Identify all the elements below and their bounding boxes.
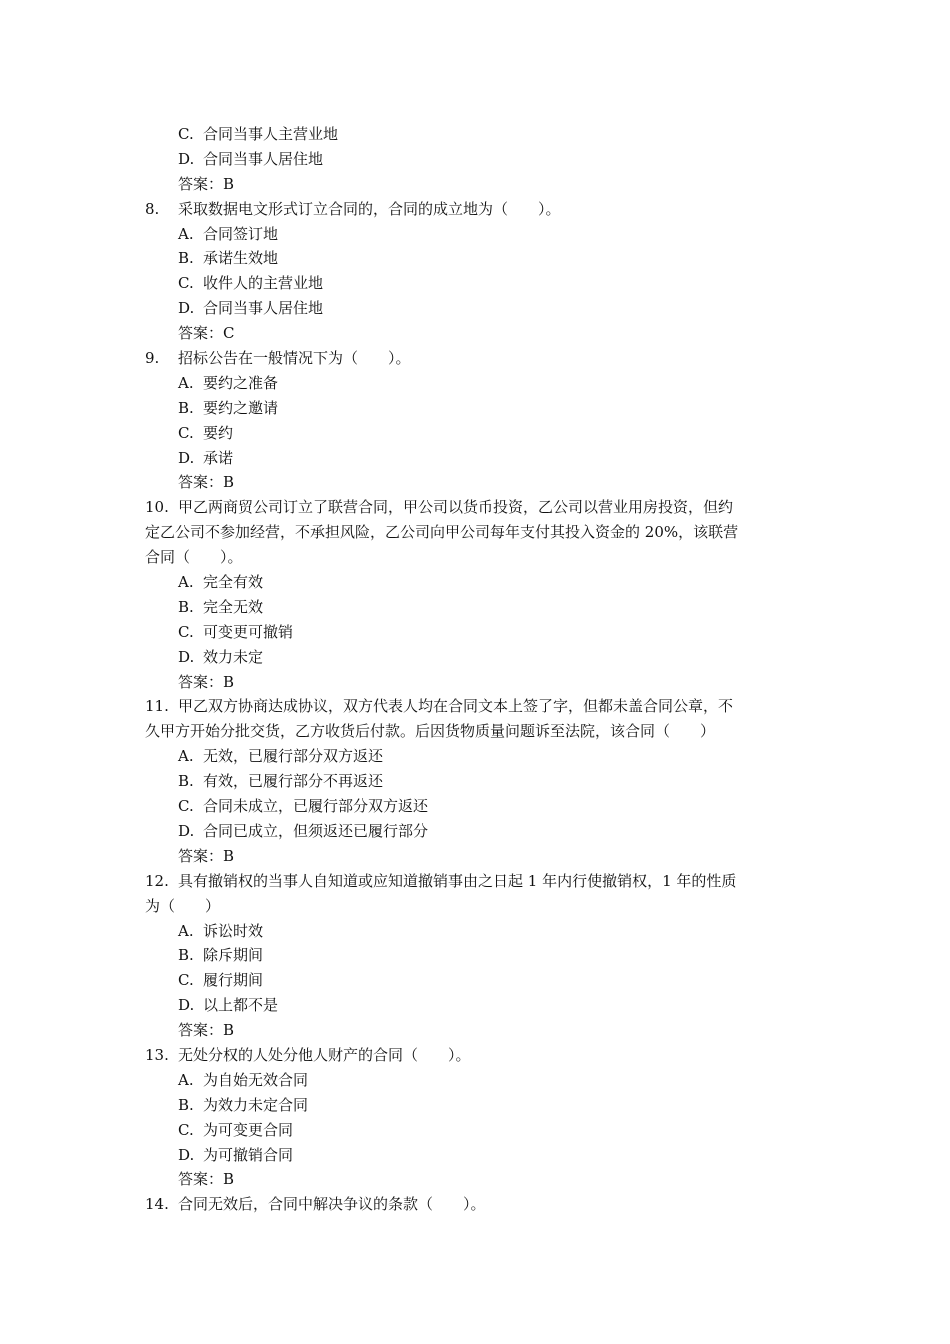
option-d (0, 147, 950, 172)
question-text: 无处分权的人处分他人财产的合同（ ）。 (178, 1045, 471, 1064)
option-a (0, 222, 950, 247)
option-letter: A. (178, 1070, 194, 1089)
question-7-tail (0, 122, 950, 197)
question-stem (0, 346, 950, 371)
option-d (0, 1143, 950, 1168)
option-letter: B. (178, 398, 194, 417)
answer: 答案：B (178, 1170, 235, 1189)
answer: 答案：B (178, 473, 235, 492)
option-b (0, 943, 950, 968)
option-letter: A. (178, 747, 194, 766)
option-c (0, 794, 950, 819)
option-letter: C. (178, 622, 194, 641)
option-letter: B. (178, 597, 194, 616)
option-letter: B. (178, 946, 194, 965)
option-text: 完全有效 (203, 573, 264, 592)
question-number: 12. (145, 871, 169, 890)
answer: 答案：B (178, 1021, 235, 1040)
option-text: 除斥期间 (203, 946, 264, 965)
option-text: 为自始无效合同 (203, 1070, 309, 1089)
question-12 (0, 869, 950, 1043)
option-letter: A. (178, 573, 194, 592)
question-text: 采取数据电文形式订立合同的，合同的成立地为（ ）。 (178, 199, 561, 218)
question-stem (0, 197, 950, 222)
option-text: 要约之准备 (203, 373, 279, 392)
option-text: 合同签订地 (203, 224, 279, 243)
option-c (0, 968, 950, 993)
option-letter: A. (178, 921, 194, 940)
option-text: 无效，已履行部分双方返还 (203, 747, 384, 766)
option-a (0, 371, 950, 396)
option-letter: D. (178, 821, 195, 840)
option-text: 承诺生效地 (203, 249, 279, 268)
option-c (0, 271, 950, 296)
option-text: 承诺 (203, 448, 234, 467)
option-d (0, 645, 950, 670)
option-text: 要约 (203, 423, 234, 442)
question-text: 甲乙双方协商达成协议，双方代表人均在合同文本上签了字，但都未盖合同公章，不 (178, 697, 734, 716)
document-page (0, 122, 950, 1217)
question-stem (0, 869, 950, 894)
option-c (0, 122, 950, 147)
question-text-continued: 久甲方开始分批交货，乙方收货后付款。后因货物质量问题诉至法院，该合同（ ） (145, 722, 716, 741)
question-text: 合同无效后，合同中解决争议的条款（ ）。 (178, 1195, 486, 1214)
option-letter: C. (178, 971, 194, 990)
option-text: 有效，已履行部分不再返还 (203, 772, 384, 791)
option-letter: D. (178, 149, 195, 168)
answer: 答案：B (178, 174, 235, 193)
option-letter: C. (178, 274, 194, 293)
option-a (0, 1068, 950, 1093)
option-text: 诉讼时效 (203, 921, 264, 940)
option-a (0, 744, 950, 769)
option-text: 合同当事人居住地 (203, 149, 324, 168)
option-text: 效力未定 (203, 647, 264, 666)
question-number: 9. (145, 349, 160, 368)
option-c (0, 1118, 950, 1143)
option-b (0, 1093, 950, 1118)
option-text: 合同当事人主营业地 (203, 125, 339, 143)
answer: 答案：B (178, 846, 235, 865)
question-text-continued: 定乙公司不参加经营，不承担风险，乙公司向甲公司每年支付其投入资金的 20%，该联营 (145, 523, 739, 542)
option-b (0, 396, 950, 421)
option-letter: A. (178, 224, 194, 243)
option-b (0, 246, 950, 271)
option-letter: A. (178, 373, 194, 392)
option-letter: D. (178, 448, 195, 467)
option-text: 为可变更合同 (203, 1120, 294, 1139)
option-letter: C. (178, 423, 194, 442)
option-c (0, 620, 950, 645)
answer: 答案：C (178, 324, 235, 343)
question-text-continued: 合同（ ）。 (145, 548, 243, 567)
question-stem (0, 1043, 950, 1068)
question-number: 13. (145, 1045, 169, 1064)
option-letter: B. (178, 772, 194, 791)
option-letter: D. (178, 996, 195, 1015)
option-letter: D. (178, 1145, 195, 1164)
option-d (0, 993, 950, 1018)
option-letter: B. (178, 1095, 194, 1114)
question-8 (0, 197, 950, 346)
option-letter: B. (178, 249, 194, 268)
question-11 (0, 694, 950, 868)
question-10 (0, 495, 950, 694)
option-a (0, 919, 950, 944)
question-number: 11. (145, 697, 169, 716)
option-text: 合同未成立，已履行部分双方返还 (203, 797, 429, 816)
option-letter: C. (178, 797, 194, 816)
question-stem (0, 495, 950, 520)
option-letter: C. (178, 125, 194, 143)
option-b (0, 769, 950, 794)
option-text: 合同已成立，但须返还已履行部分 (203, 821, 429, 840)
option-text: 为效力未定合同 (203, 1095, 309, 1114)
question-9 (0, 346, 950, 495)
question-stem (0, 1192, 950, 1217)
option-d (0, 819, 950, 844)
question-14 (0, 1192, 950, 1217)
option-letter: D. (178, 299, 195, 318)
option-d (0, 296, 950, 321)
option-text: 可变更可撤销 (203, 622, 294, 641)
question-13 (0, 1043, 950, 1192)
question-text: 甲乙两商贸公司订立了联营合同，甲公司以货币投资，乙公司以营业用房投资，但约 (178, 498, 734, 517)
option-text: 合同当事人居住地 (203, 299, 324, 318)
option-text: 收件人的主营业地 (203, 274, 324, 293)
option-letter: C. (178, 1120, 194, 1139)
question-text: 具有撤销权的当事人自知道或应知道撤销事由之日起 1 年内行使撤销权，1 年的性质 (178, 871, 737, 890)
option-text: 要约之邀请 (203, 398, 279, 417)
option-a (0, 570, 950, 595)
option-d (0, 446, 950, 471)
option-text: 完全无效 (203, 597, 264, 616)
question-stem (0, 694, 950, 719)
question-number: 8. (145, 199, 160, 218)
option-text: 以上都不是 (203, 996, 279, 1015)
option-text: 履行期间 (203, 971, 264, 990)
option-b (0, 595, 950, 620)
question-text: 招标公告在一般情况下为（ ）。 (178, 349, 411, 368)
answer: 答案：B (178, 672, 235, 691)
option-c (0, 421, 950, 446)
question-text-continued: 为（ ） (145, 896, 221, 915)
option-letter: D. (178, 647, 195, 666)
option-text: 为可撤销合同 (203, 1145, 294, 1164)
question-number: 10. (145, 498, 169, 517)
question-number: 14. (145, 1195, 169, 1214)
